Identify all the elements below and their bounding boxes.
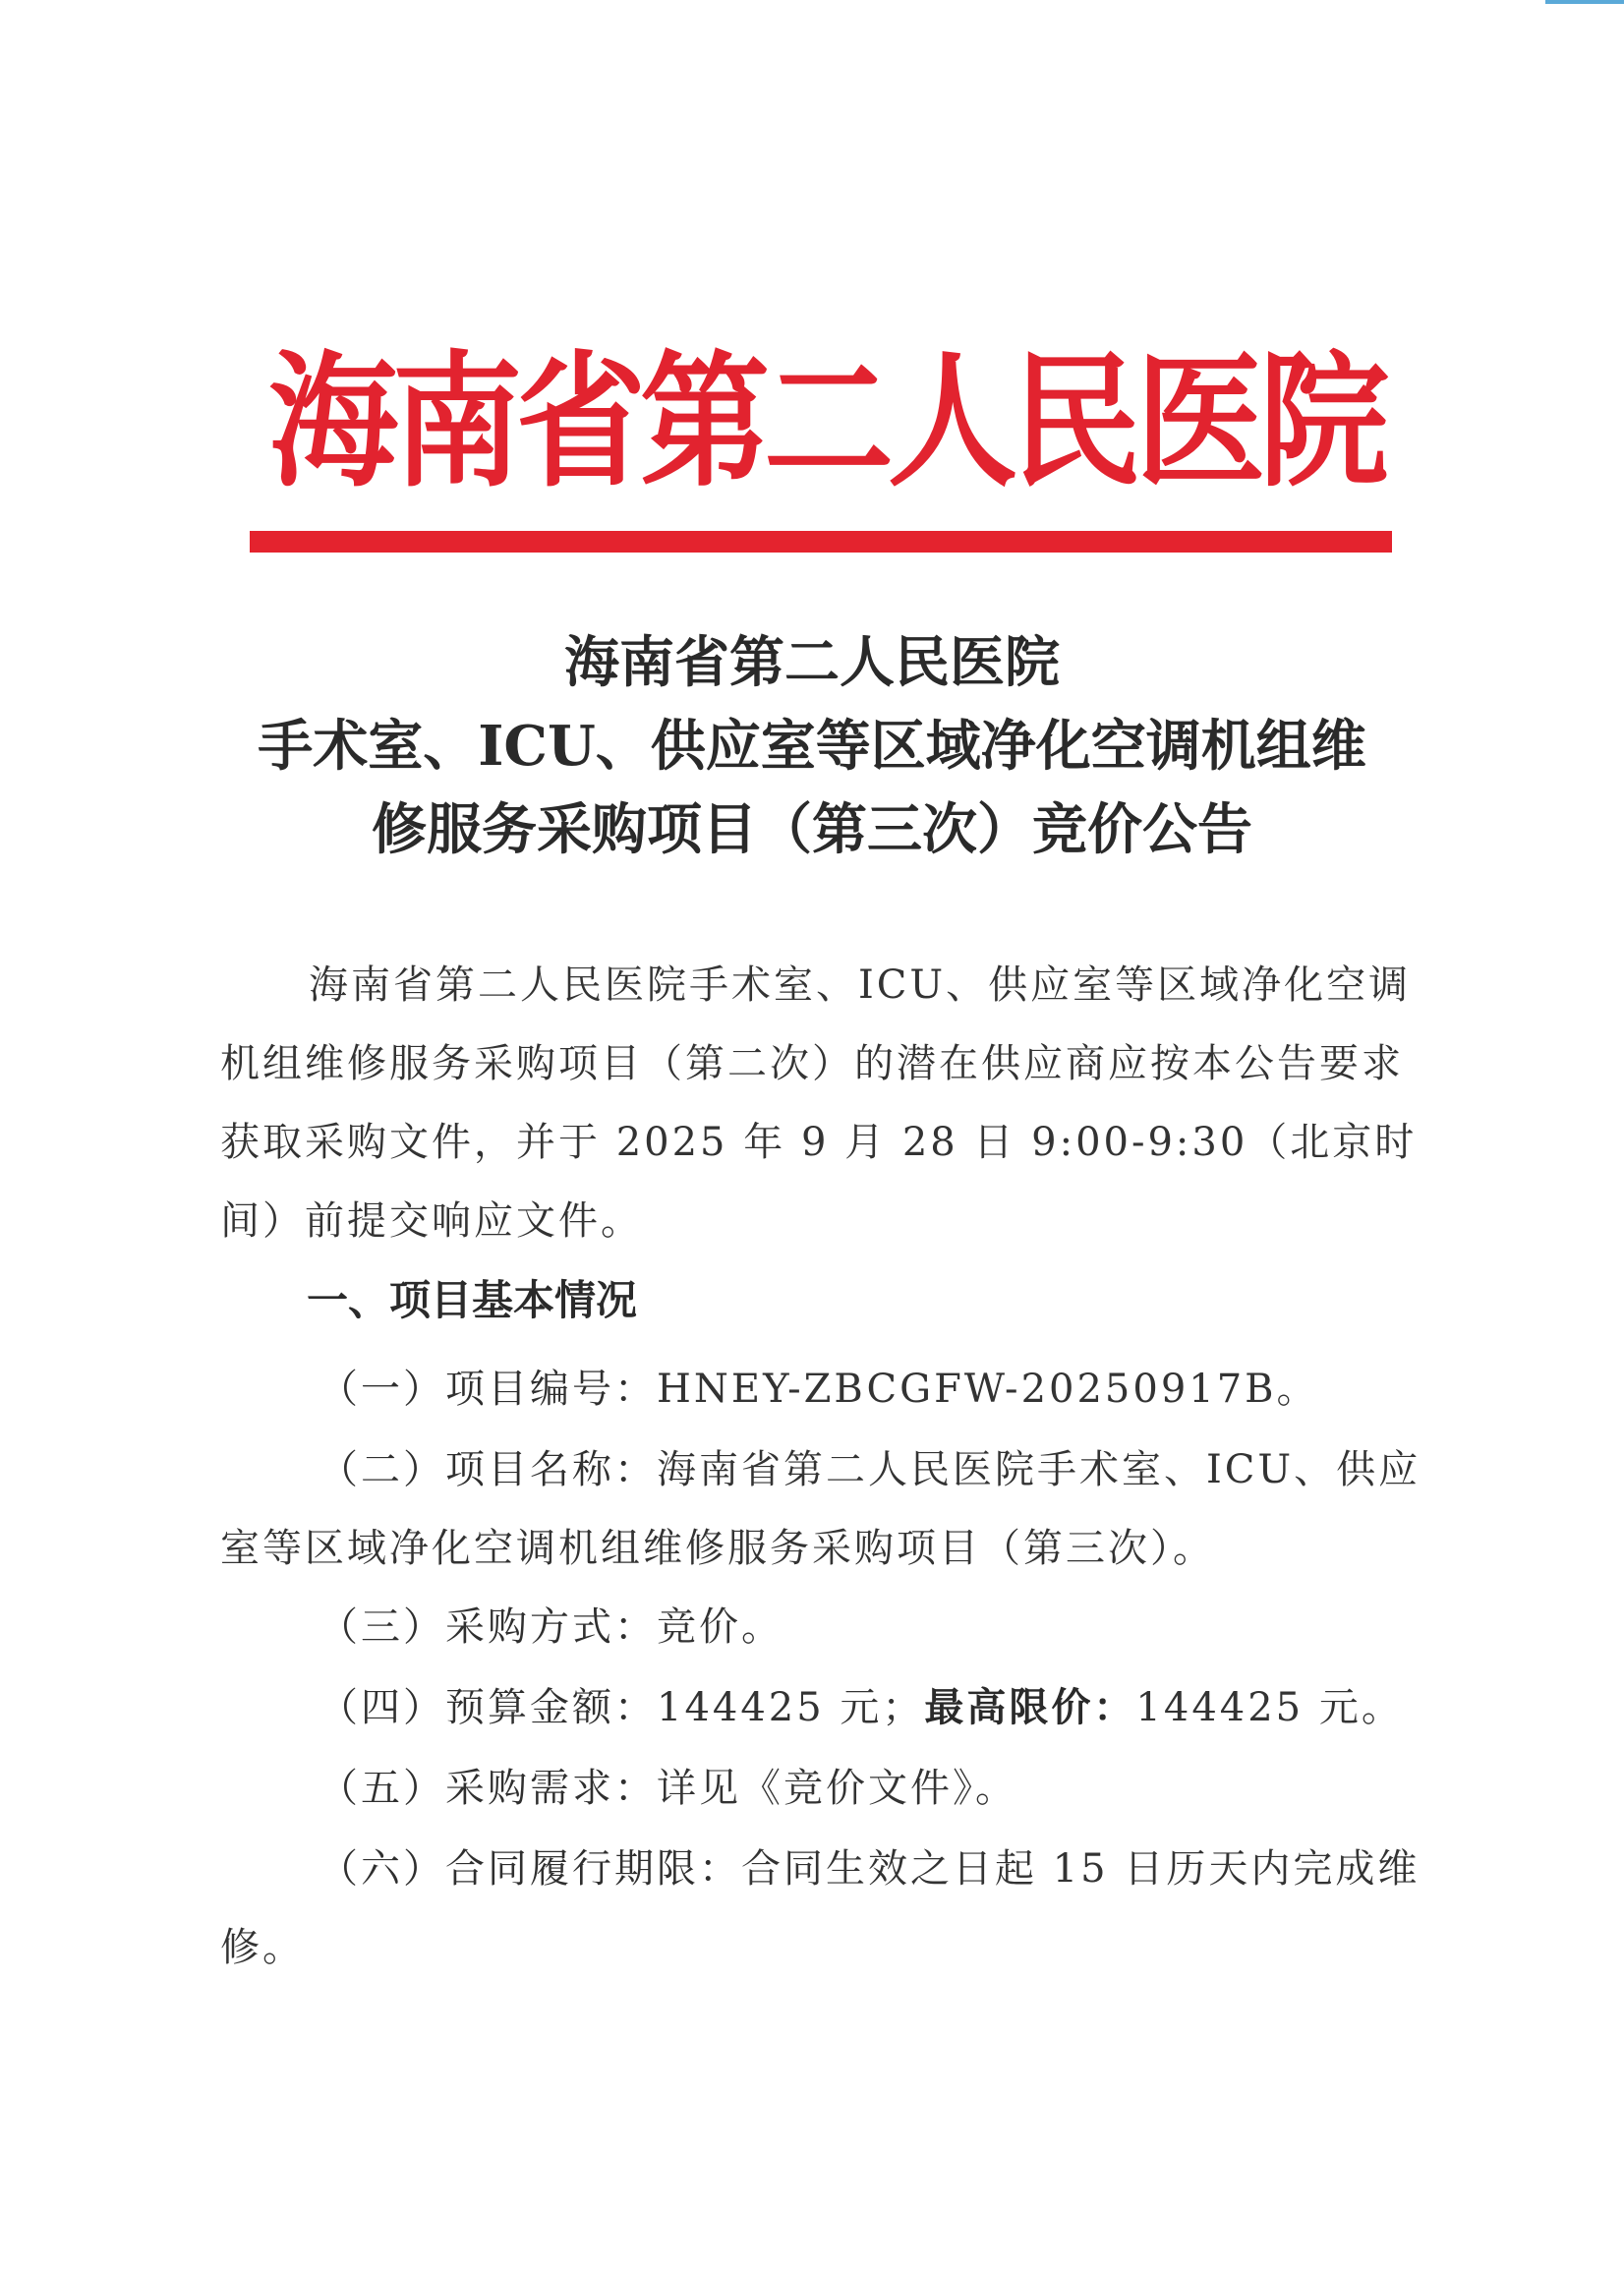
item-value: 竞价。 bbox=[657, 1604, 783, 1650]
item-label: （四）预算金额： bbox=[319, 1685, 657, 1730]
item-label: （一）项目编号： bbox=[319, 1367, 657, 1412]
announcement-title-line-1: 海南省第二人民医院 bbox=[564, 630, 1060, 695]
item-value: 144425 元； bbox=[657, 1685, 925, 1730]
item-procurement-method bbox=[220, 1588, 1429, 1666]
item-budget-amount bbox=[220, 1668, 1429, 1747]
scan-edge-mark bbox=[1545, 0, 1624, 4]
announcement-title-line-3: 修服务采购项目（第三次）竞价公告 bbox=[372, 797, 1252, 862]
item-project-name bbox=[220, 1430, 1429, 1588]
item-label: （三）采购方式： bbox=[319, 1604, 657, 1650]
intro-paragraph: 海南省第二人民医院手术室、ICU、供应室等区域净化空调机组维修服务采购项目（第二次）的潜在供应商应按本公告要求获取采购文件，并于 2025 年 9 月 28 日 9:00-9:30（北京时间）前提交响应文件。 bbox=[220, 962, 1418, 1244]
item-procurement-requirements bbox=[220, 1749, 1429, 1828]
item-value: 详见《竞价文件》。 bbox=[657, 1766, 1017, 1811]
item-label: （六）合同履行期限： bbox=[319, 1846, 741, 1892]
item-project-number bbox=[220, 1350, 1429, 1428]
item-label: （二）项目名称： bbox=[319, 1447, 657, 1492]
item-value: 海南省第二人民医院手术室、ICU、供应室等区域净化空调机组维修服务采购项目（第三次）。 bbox=[220, 1447, 1421, 1571]
item-contract-period bbox=[220, 1830, 1429, 1987]
section-heading-project-basics: 一、项目基本情况 bbox=[307, 1276, 638, 1324]
item-value-max-price: 144425 元。 bbox=[1135, 1685, 1404, 1730]
letterhead-red-rule bbox=[250, 531, 1392, 553]
item-value: HNEY-ZBCGFW-20250917B。 bbox=[657, 1367, 1319, 1412]
item-label-max-price: 最高限价： bbox=[924, 1684, 1136, 1730]
item-label: （五）采购需求： bbox=[319, 1766, 657, 1811]
announcement-title-line-2: 手术室、ICU、供应室等区域净化空调机组维 bbox=[258, 714, 1366, 779]
item-value: 合同生效之日起 15 日历天内完成维修。 bbox=[220, 1846, 1421, 1970]
letterhead-title: 海南省第二人民医院 bbox=[268, 336, 1383, 508]
